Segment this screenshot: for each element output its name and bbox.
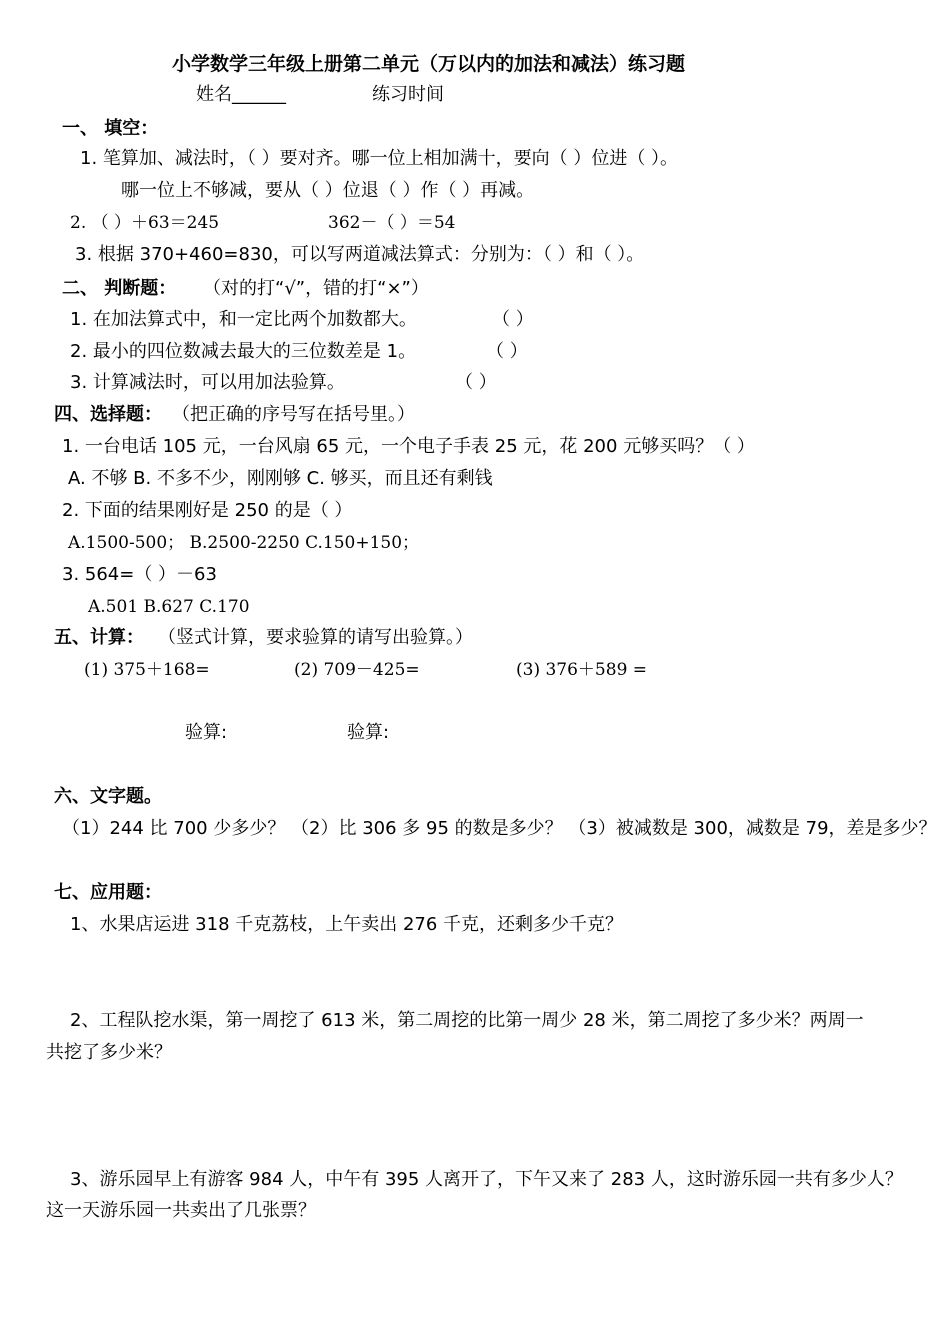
- judge-q2-paren: （ ）: [486, 341, 528, 362]
- choice-note: （把正确的序号写在括号里。）: [172, 404, 415, 425]
- name-field-label: 姓名______: [196, 84, 286, 105]
- choice-q2-options: A.1500-500； B.2500-2250 C.150+150；: [68, 533, 420, 553]
- choice-q3-options: A.501 B.627 C.170: [88, 597, 250, 617]
- section-choice-heading: 四、选择题：: [54, 404, 162, 425]
- section-fill-heading: 一、 填空：: [62, 118, 159, 139]
- apply-q3-line2: 这一天游乐园一共卖出了几张票？: [46, 1200, 316, 1221]
- choice-q2: 2. 下面的结果刚好是 250 的是（ ）: [62, 500, 353, 521]
- apply-q2-line1: 2、工程队挖水渠，第一周挖了 613 米，第二周挖的比第一周少 28 米，第二周挖了多少米？两周一: [70, 1010, 864, 1031]
- section-calc-heading: 五、计算：: [54, 627, 144, 648]
- judge-note: （对的打“√”，错的打“×”）: [203, 278, 429, 299]
- fill-q2a: 2. （ ）＋63＝245: [70, 213, 220, 233]
- judge-q1-paren: （ ）: [492, 309, 534, 330]
- section-judge-heading: 二、 判断题：: [62, 278, 177, 299]
- fill-q3: 3. 根据 370+460=830，可以写两道减法算式：分别为：（ ）和（ ）。: [75, 244, 645, 265]
- choice-q1-options: A. 不够 B. 不多不少，刚刚够 C. 够买，而且还有剩钱: [68, 468, 493, 489]
- calc-check-2: 验算:: [347, 722, 390, 743]
- judge-q3-paren: （ ）: [455, 372, 497, 393]
- section-apply-heading: 七、应用题：: [54, 882, 162, 903]
- word-questions: （1）244 比 700 少多少？ （2）比 306 多 95 的数是多少？ （3）被减数是 300，减数是 79，差是多少？: [62, 818, 937, 839]
- apply-q2-line2: 共挖了多少米？: [46, 1042, 172, 1063]
- fill-q2b: 362－（ ）＝54: [328, 213, 456, 233]
- calc-note: （竖式计算，要求验算的请写出验算。）: [158, 627, 473, 648]
- fill-q1-line2: 哪一位上不够减，要从（ ）位退（ ）作（ ）再减。: [121, 180, 535, 201]
- fill-q1-line1: 1. 笔算加、减法时，（ ）要对齐。哪一位上相加满十，要向（ ）位进（ ）。: [80, 148, 679, 169]
- judge-q3: 3. 计算减法时，可以用加法验算。: [70, 372, 345, 393]
- choice-q1: 1. 一台电话 105 元，一台风扇 65 元，一个电子手表 25 元，花 200 元够买吗？（ ）: [62, 436, 755, 457]
- practice-time-label: 练习时间: [372, 84, 444, 105]
- judge-q1: 1. 在加法算式中，和一定比两个加数都大。: [70, 309, 417, 330]
- calc-check-1: 验算:: [185, 722, 228, 743]
- calc-problem-1: (1) 375＋168=: [84, 660, 210, 680]
- calc-problem-2: (2) 709－425=: [294, 660, 420, 680]
- section-word-heading: 六、文字题。: [54, 786, 162, 807]
- choice-q3: 3. 564=（ ）－63: [62, 564, 217, 585]
- apply-q3-line1: 3、游乐园早上有游客 984 人，中午有 395 人离开了，下午又来了 283 人，这时游乐园一共有多少人？: [70, 1169, 903, 1190]
- calc-problem-3: (3) 376＋589 =: [516, 660, 648, 680]
- judge-q2: 2. 最小的四位数减去最大的三位数差是 1。: [70, 341, 417, 362]
- apply-q1: 1、水果店运进 318 千克荔枝，上午卖出 276 千克，还剩多少千克？: [70, 914, 624, 935]
- page-title: 小学数学三年级上册第二单元（万以内的加法和减法）练习题: [172, 53, 686, 75]
